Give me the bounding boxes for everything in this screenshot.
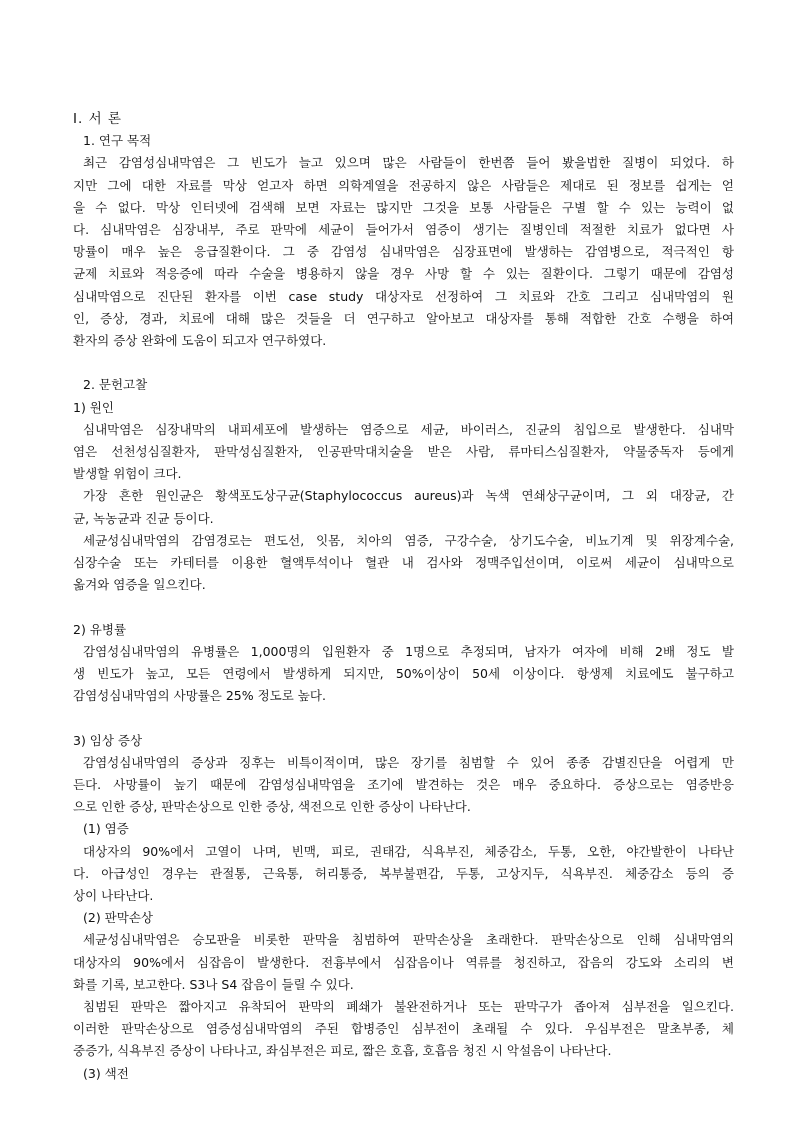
symptoms-paragraph xyxy=(73,752,734,819)
embolism-heading: (3) 색전 xyxy=(83,1065,129,1081)
valve-paragraph-2 xyxy=(73,996,734,1063)
paragraph-line: 상이 나타난다. xyxy=(73,888,154,904)
paragraph-line: 세균성심내막염은 승모판을 비롯한 판막을 침범하여 판막손상을 초래한다. 판막손상으로 인해 심내막염의 xyxy=(83,932,734,948)
paragraph-line: 환자의 증상 완화에 도움이 되고자 연구하였다. xyxy=(73,333,327,349)
paragraph-line: 든다. 사망률이 높기 때문에 감염성심내막염을 조기에 발견하는 것은 매우 중요하다. 증상으로는 염증반응 xyxy=(73,777,734,793)
valve-paragraph xyxy=(73,929,734,996)
paragraph-line: 지만 그에 대한 자료를 막상 얻고자 하면 의학계열을 전공하지 않은 사람들은 제대로 된 정보를 쉽게는 얻 xyxy=(73,177,734,193)
symptoms-heading: 3) 임상 증상 xyxy=(73,732,143,748)
paragraph-line: 인, 증상, 경과, 치료에 대해 많은 것들을 더 연구하고 알아보고 대상자를 통해 적합한 간호 수행을 하여 xyxy=(73,310,734,326)
cause-paragraph-2 xyxy=(73,485,734,529)
paragraph-line: 을 수 없다. 막상 인터넷에 검색해 보면 자료는 많지만 그것을 보통 사람들은 구별 할 수 있는 능력이 없 xyxy=(73,199,734,215)
paragraph-line: 다. 아급성인 경우는 관절통, 근육통, 허리통증, 복부불편감, 두통, 고상지두, 식욕부진. 체중감소 등의 증 xyxy=(73,865,734,881)
paragraph-line: 감염성심내막염의 사망률은 25% 정도로 높다. xyxy=(73,688,326,704)
valve-heading: (2) 판막손상 xyxy=(83,910,153,926)
paragraph-line: 으로 인한 증상, 판막손상으로 인한 증상, 색전으로 인한 증상이 나타난다. xyxy=(73,799,471,815)
paragraph-line: 화를 기록, 보고한다. S3나 S4 잡음이 들릴 수 있다. xyxy=(73,976,354,992)
paragraph-line: 망률이 매우 높은 응급질환이다. 그 중 감염성 심내막염은 심장표면에 발생하는 감염병으로, 적극적인 항 xyxy=(73,244,734,260)
paragraph-line: 대상자의 90%에서 고열이 나며, 빈맥, 피로, 권태감, 식욕부진, 체중감소, 두통, 오한, 야간발한이 나타난 xyxy=(83,843,734,859)
paragraph-line: 심장수술 또는 카테터를 이용한 혈액투석이나 혈관 내 검사와 정맥주입선이며, 이로써 세균이 심내막으로 xyxy=(73,555,734,571)
paragraph-line: 심내막염은 심장내막의 내피세포에 발생하는 염증으로 세균, 바이러스, 진균의 침입으로 발생한다. 심내막 xyxy=(83,421,734,437)
paragraph-line: 균, 녹농균과 진균 등이다. xyxy=(73,510,214,526)
inflammation-heading: (1) 염증 xyxy=(83,821,129,837)
paragraph-line: 다. 심내막염은 심장내부, 주로 판막에 세균이 들어가서 염증이 생기는 질병인데 적절한 치료가 없다면 사 xyxy=(73,222,734,238)
paragraph-line: 최근 감염성심내막염은 그 빈도가 늘고 있으며 많은 사람들이 한번쯤 들어 봤을법한 질병이 되었다. 하 xyxy=(83,155,734,171)
paragraph-line: 이러한 판막손상으로 염증성심내막염의 주된 합병증인 심부전이 초래될 수 있다. 우심부전은 말초부종, 체 xyxy=(73,1021,734,1037)
paragraph-line: 옮겨와 염증을 일으킨다. xyxy=(73,577,206,593)
paragraph-line: 감염성심내막염의 유병률은 1,000명의 입원환자 중 1명으로 추정되며, 남자가 여자에 비해 2배 정도 발 xyxy=(83,643,734,659)
paragraph-line: 발생할 위험이 크다. xyxy=(73,466,182,482)
paragraph-line: 균제 치료와 적응증에 따라 수술을 병용하지 않을 경우 사망 할 수 있는 질환이다. 그렇기 때문에 감염성 xyxy=(73,266,734,282)
paragraph-line: 대상자의 90%에서 심잡음이 발생한다. 전흉부에서 심잡음이나 역류를 청진하고, 잡음의 강도와 소리의 변 xyxy=(73,954,734,970)
paragraph-line: 중증가, 식욕부진 증상이 나타나고, 좌심부전은 피로, 짧은 호흡, 호흡음 청진 시 악설음이 나타난다. xyxy=(73,1043,612,1059)
paragraph-line: 염은 선천성심질환자, 판막성심질환자, 인공판막대치술을 받은 사람, 류마티스심질환자, 약물중독자 등에게 xyxy=(73,444,734,460)
inflammation-paragraph xyxy=(73,841,734,908)
paragraph-line: 침범된 판막은 짧아지고 유착되어 판막의 폐쇄가 불완전하거나 또는 판막구가 좁아져 심부전을 일으킨다. xyxy=(83,999,734,1015)
paragraph-line: 세균성심내막염의 감염경로는 편도선, 잇몸, 치아의 염증, 구강수술, 상기도수술, 비뇨기계 및 위장계수술, xyxy=(83,532,734,548)
chapter-title: Ⅰ. 서 론 xyxy=(73,111,122,127)
paragraph-line: 감염성심내막염의 증상과 징후는 비특이적이며, 많은 장기를 침범할 수 있어 종종 감별진단을 어렵게 만 xyxy=(83,754,734,770)
paragraph-line: 심내막염으로 진단된 환자를 이번 case study 대상자로 선정하여 그 치료와 간호 그리고 심내막염의 원 xyxy=(73,288,734,304)
cause-paragraph-3 xyxy=(73,530,734,597)
cause-paragraph xyxy=(73,419,734,486)
purpose-paragraph xyxy=(73,152,734,352)
prevalence-heading: 2) 유병률 xyxy=(73,621,127,637)
purpose-heading: 1. 연구 목적 xyxy=(83,133,152,149)
prevalence-paragraph xyxy=(73,641,734,708)
review-heading: 2. 문헌고찰 xyxy=(83,377,148,393)
paragraph-line: 가장 흔한 원인균은 황색포도상구균(Staphylococcus aureus)과 녹색 연쇄상구균이며, 그 외 대장균, 간 xyxy=(83,488,734,504)
cause-heading: 1) 원인 xyxy=(73,399,114,415)
paragraph-line: 생 빈도가 높고, 모든 연령에서 발생하게 되지만, 50%이상이 50세 이상이다. 항생제 치료에도 불구하고 xyxy=(73,666,734,682)
